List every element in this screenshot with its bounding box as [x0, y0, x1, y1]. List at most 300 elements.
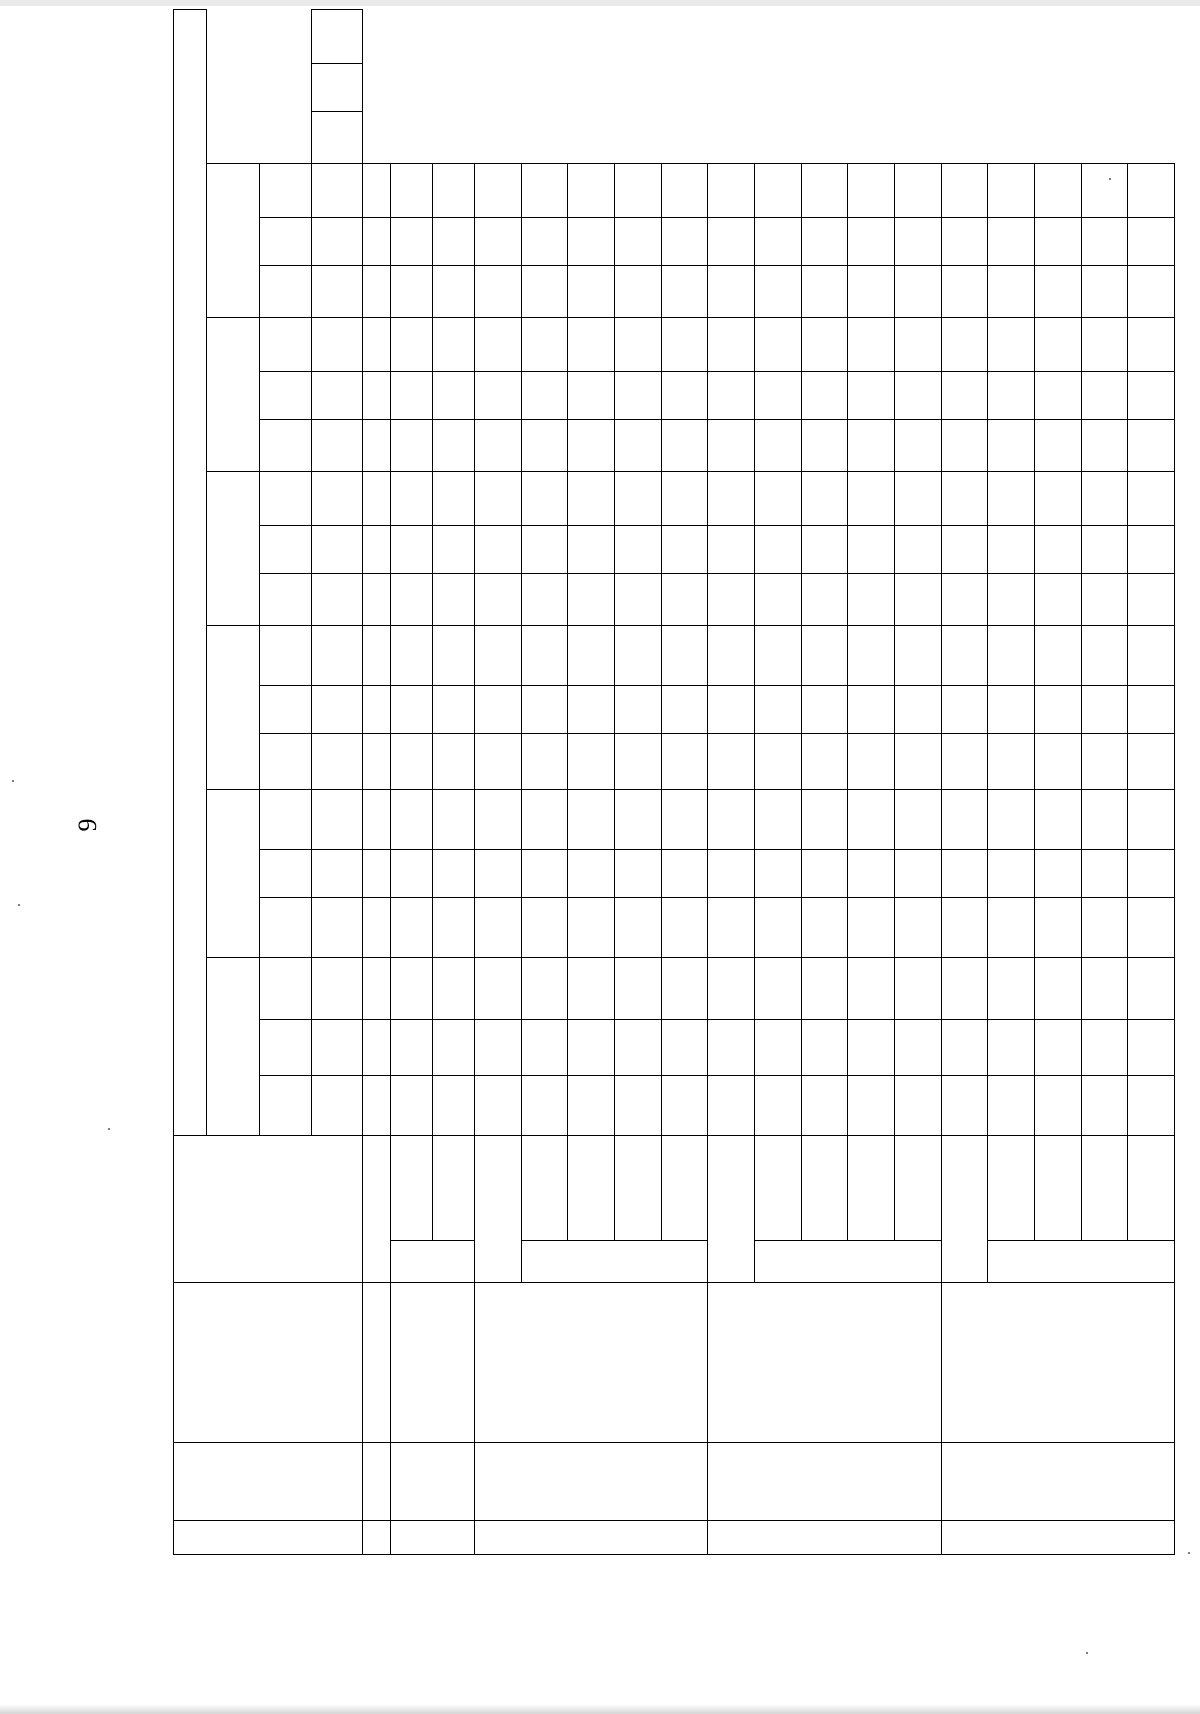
value-cell-zero: [848, 218, 895, 266]
value-cell-zero: [1081, 164, 1128, 218]
value-cell: [801, 734, 848, 790]
value-cell-zero: [801, 526, 848, 574]
value-cell-zero: [801, 472, 848, 526]
value-cell: [754, 1020, 801, 1076]
value-cell-zero: [1128, 318, 1175, 372]
value-cell: [801, 850, 848, 898]
value-cell: [568, 626, 615, 686]
value-cell-zero: [474, 526, 521, 574]
value-cell-zero: [474, 372, 521, 420]
header-subcolumn: [260, 372, 311, 420]
value-cell: [661, 1076, 708, 1136]
value-cell: [801, 1020, 848, 1076]
value-cell-zero: [614, 574, 661, 626]
value-cell-zero: [708, 318, 755, 372]
scan-edge-bottom: [0, 1704, 1200, 1714]
continuation-blank: [390, 1283, 474, 1443]
value-cell-zero: [754, 526, 801, 574]
value-cell: [568, 734, 615, 790]
value-cell-zero: [894, 164, 941, 218]
value-cell: [568, 1020, 615, 1076]
header-unit: [311, 734, 362, 790]
column-number: [362, 318, 390, 372]
value-cell-zero: [1081, 218, 1128, 266]
value-cell-zero: [1128, 266, 1175, 318]
value-cell-zero: [708, 526, 755, 574]
value-cell-zero: [1128, 472, 1175, 526]
value-cell-zero: [474, 472, 521, 526]
header-unit: [311, 266, 362, 318]
value-cell: [848, 850, 895, 898]
value-cell: [521, 850, 568, 898]
value-cell: [988, 626, 1035, 686]
header-unit: [311, 574, 362, 626]
value-cell-zero: [614, 472, 661, 526]
header-subcolumn: [260, 1076, 311, 1136]
value-cell: [1128, 850, 1175, 898]
value-cell-zero: [988, 526, 1035, 574]
value-cell-zero: [432, 266, 474, 318]
value-cell-zero: [941, 266, 988, 318]
value-cell-zero: [568, 526, 615, 574]
value-cell: [432, 626, 474, 686]
value-cell: [848, 1076, 895, 1136]
header-subcolumn: [260, 686, 311, 734]
value-cell-zero: [661, 420, 708, 472]
value-cell-zero: [661, 318, 708, 372]
value-cell: [754, 686, 801, 734]
column-number: [362, 626, 390, 686]
value-cell: [848, 1020, 895, 1076]
value-cell-zero: [1128, 372, 1175, 420]
value-cell: [568, 790, 615, 850]
header-subcolumn: [260, 898, 311, 958]
value-cell-zero: [521, 266, 568, 318]
column-number: [362, 372, 390, 420]
value-cell-zero: [894, 266, 941, 318]
value-cell-zero: [1034, 266, 1081, 318]
value-cell-zero: [661, 164, 708, 218]
header-subcolumn: [260, 318, 311, 372]
value-cell: [390, 850, 432, 898]
page-number: 9: [73, 818, 102, 832]
value-cell: [801, 958, 848, 1020]
value-cell-zero: [1081, 420, 1128, 472]
value-cell-zero: [801, 218, 848, 266]
value-cell: [848, 958, 895, 1020]
value-cell: [474, 790, 521, 850]
header-subcolumn: [260, 574, 311, 626]
value-cell-zero: [848, 164, 895, 218]
value-cell: [1081, 1076, 1128, 1136]
value-cell-zero: [661, 574, 708, 626]
header-municipality: [174, 1443, 363, 1521]
value-cell: [894, 958, 941, 1020]
column-number: [362, 850, 390, 898]
column-number: [362, 164, 390, 218]
value-cell: [568, 686, 615, 734]
value-cell: [1034, 898, 1081, 958]
source-label: [614, 1136, 661, 1241]
value-cell: [661, 734, 708, 790]
column-number: [362, 734, 390, 790]
incl-label-cell: [988, 1241, 1175, 1283]
value-cell: [1081, 626, 1128, 686]
column-number: [362, 1521, 390, 1555]
header-period-total: [206, 958, 260, 1136]
value-cell: [894, 626, 941, 686]
source-label: [801, 1136, 848, 1241]
value-cell: [708, 734, 755, 790]
value-cell: [432, 790, 474, 850]
value-cell: [988, 1076, 1035, 1136]
value-cell-zero: [432, 472, 474, 526]
header-subcolumn: [260, 958, 311, 1020]
value-cell-zero: [801, 266, 848, 318]
header-year: [206, 318, 260, 472]
value-cell-zero: [1034, 574, 1081, 626]
source-label: [988, 1136, 1035, 1241]
value-cell-zero: [988, 420, 1035, 472]
value-cell-zero: [521, 372, 568, 420]
value-cell: [1034, 1076, 1081, 1136]
value-cell-zero: [390, 526, 432, 574]
value-cell: [614, 1076, 661, 1136]
header-unit: [311, 472, 362, 526]
value-cell-zero: [754, 218, 801, 266]
header-unit: [311, 850, 362, 898]
value-cell-zero: [474, 420, 521, 472]
column-number: [362, 1283, 390, 1443]
value-cell: [432, 1020, 474, 1076]
column-number: [362, 1076, 390, 1136]
object-municipality: [941, 1443, 1174, 1521]
value-cell-zero: [521, 526, 568, 574]
value-cell-zero: [801, 574, 848, 626]
value-cell: [801, 898, 848, 958]
value-cell-zero: [894, 526, 941, 574]
value-cell-zero: [432, 372, 474, 420]
value-cell-zero: [708, 218, 755, 266]
value-cell: [708, 898, 755, 958]
value-cell-zero: [474, 574, 521, 626]
value-cell: [432, 686, 474, 734]
value-cell-zero: [1034, 372, 1081, 420]
value-cell-zero: [1128, 526, 1175, 574]
header-unit: [311, 372, 362, 420]
value-cell: [661, 686, 708, 734]
funding-table: [173, 9, 1175, 1555]
object-number: [474, 1521, 707, 1555]
value-cell-zero: [708, 574, 755, 626]
value-cell-zero: [614, 420, 661, 472]
column-number: [362, 1443, 390, 1521]
value-cell-zero: [1128, 218, 1175, 266]
source-label: [432, 1136, 474, 1241]
value-cell: [848, 790, 895, 850]
value-cell-zero: [614, 164, 661, 218]
total-cost-label: [474, 1136, 521, 1283]
value-cell: [894, 686, 941, 734]
value-cell: [1128, 626, 1175, 686]
value-cell: [661, 958, 708, 1020]
header-subcolumn: [260, 626, 311, 686]
value-cell: [614, 1020, 661, 1076]
value-cell: [1128, 958, 1175, 1020]
header-subcolumn: [260, 164, 311, 218]
value-cell-zero: [848, 420, 895, 472]
value-cell: [661, 898, 708, 958]
value-cell: [390, 1020, 432, 1076]
value-cell: [708, 850, 755, 898]
value-cell: [708, 1020, 755, 1076]
continuation-blank: [390, 1241, 474, 1283]
value-cell-zero: [568, 218, 615, 266]
value-cell: [754, 850, 801, 898]
source-label: [1128, 1136, 1175, 1241]
source-label: [568, 1136, 615, 1241]
value-cell: [521, 734, 568, 790]
value-cell-zero: [661, 372, 708, 420]
value-cell-zero: [432, 420, 474, 472]
value-cell: [474, 898, 521, 958]
value-cell: [1034, 850, 1081, 898]
value-cell-zero: [801, 420, 848, 472]
source-label: [521, 1136, 568, 1241]
header-unit: [311, 686, 362, 734]
header-unit: [311, 420, 362, 472]
header-subcolumn: [260, 472, 311, 526]
source-label: [848, 1136, 895, 1241]
object-name: [708, 1283, 941, 1443]
value-cell-zero: [474, 218, 521, 266]
value-cell: [521, 1076, 568, 1136]
value-cell: [474, 1020, 521, 1076]
header-unit: [311, 64, 362, 112]
value-cell: [848, 898, 895, 958]
value-cell-zero: [894, 218, 941, 266]
value-cell-zero: [1034, 164, 1081, 218]
value-cell: [941, 1076, 988, 1136]
value-cell: [661, 790, 708, 850]
value-cell: [390, 734, 432, 790]
value-cell: [568, 1076, 615, 1136]
incl-label-cell: [521, 1241, 708, 1283]
value-cell: [390, 626, 432, 686]
header-unit: [311, 898, 362, 958]
value-cell-zero: [848, 266, 895, 318]
column-number: [362, 958, 390, 1020]
header-unit: [311, 1076, 362, 1136]
value-cell-zero: [568, 318, 615, 372]
column-number: [362, 1020, 390, 1076]
continuation-blank: [390, 1443, 474, 1521]
value-cell-zero: [521, 472, 568, 526]
value-cell: [1128, 1020, 1175, 1076]
value-cell-zero: [708, 420, 755, 472]
value-cell: [1034, 790, 1081, 850]
value-cell: [894, 898, 941, 958]
value-cell: [848, 734, 895, 790]
value-cell-zero: [390, 266, 432, 318]
header-volume-title: [174, 9, 207, 1135]
value-cell: [661, 1020, 708, 1076]
value-cell-zero: [568, 164, 615, 218]
value-cell-zero: [521, 420, 568, 472]
source-label: [1034, 1136, 1081, 1241]
column-number: [362, 790, 390, 850]
value-cell: [988, 686, 1035, 734]
value-cell: [1128, 686, 1175, 734]
value-cell: [432, 734, 474, 790]
header-year: [206, 790, 260, 958]
value-cell-zero: [1081, 472, 1128, 526]
source-label: [894, 1136, 941, 1241]
column-number: [362, 574, 390, 626]
value-cell-zero: [1034, 472, 1081, 526]
value-cell: [474, 850, 521, 898]
value-cell: [568, 850, 615, 898]
value-cell: [708, 790, 755, 850]
header-year: [206, 626, 260, 790]
value-cell-zero: [894, 472, 941, 526]
value-cell-zero: [894, 372, 941, 420]
value-cell-zero: [1128, 574, 1175, 626]
value-cell: [1081, 898, 1128, 958]
value-cell-zero: [1034, 420, 1081, 472]
value-cell: [1128, 790, 1175, 850]
value-cell: [432, 850, 474, 898]
value-cell: [614, 958, 661, 1020]
scan-edge-top: [0, 0, 1200, 6]
value-cell-zero: [390, 420, 432, 472]
value-cell: [521, 898, 568, 958]
value-cell: [988, 850, 1035, 898]
header-subcolumn: [260, 1020, 311, 1076]
value-cell-zero: [941, 472, 988, 526]
value-cell: [941, 734, 988, 790]
value-cell: [1034, 686, 1081, 734]
value-cell-zero: [754, 472, 801, 526]
value-cell-zero: [848, 372, 895, 420]
value-cell: [390, 958, 432, 1020]
value-cell: [390, 1076, 432, 1136]
value-cell-zero: [1034, 318, 1081, 372]
value-cell-zero: [390, 472, 432, 526]
header-unit: [311, 790, 362, 850]
value-cell: [988, 734, 1035, 790]
value-cell-zero: [848, 318, 895, 372]
value-cell-zero: [614, 218, 661, 266]
value-cell-zero: [801, 318, 848, 372]
value-cell-zero: [390, 218, 432, 266]
value-cell: [1034, 734, 1081, 790]
value-cell: [894, 850, 941, 898]
value-cell-zero: [988, 472, 1035, 526]
value-cell: [568, 958, 615, 1020]
value-cell-zero: [568, 420, 615, 472]
value-cell-zero: [894, 420, 941, 472]
value-cell-zero: [661, 526, 708, 574]
column-number: [362, 898, 390, 958]
object-name: [474, 1283, 707, 1443]
value-cell-zero: [474, 164, 521, 218]
value-cell: [708, 958, 755, 1020]
value-cell-zero: [988, 574, 1035, 626]
value-cell-zero: [521, 164, 568, 218]
rotated-table-container: [173, 35, 1175, 1555]
value-cell: [432, 898, 474, 958]
value-cell-zero: [894, 318, 941, 372]
value-cell-zero: [568, 574, 615, 626]
value-cell-zero: [848, 526, 895, 574]
value-cell-zero: [390, 574, 432, 626]
value-cell-zero: [568, 266, 615, 318]
value-cell: [1128, 1076, 1175, 1136]
value-cell: [614, 850, 661, 898]
value-cell-zero: [754, 420, 801, 472]
value-cell-zero: [474, 266, 521, 318]
value-cell: [988, 790, 1035, 850]
value-cell: [614, 734, 661, 790]
column-number: [362, 266, 390, 318]
scan-speck: [1086, 1652, 1088, 1654]
column-number: [362, 686, 390, 734]
scan-speck: [18, 904, 20, 906]
value-cell: [1034, 958, 1081, 1020]
scan-speck: [1188, 1552, 1190, 1554]
value-cell-zero: [474, 318, 521, 372]
value-cell: [801, 790, 848, 850]
value-cell: [988, 1020, 1035, 1076]
value-cell: [1034, 626, 1081, 686]
value-cell-zero: [1128, 420, 1175, 472]
value-cell-zero: [614, 526, 661, 574]
header-subcolumn: [260, 850, 311, 898]
value-cell-zero: [521, 218, 568, 266]
value-cell: [474, 1076, 521, 1136]
value-cell-zero: [941, 574, 988, 626]
value-cell: [521, 958, 568, 1020]
value-cell: [474, 958, 521, 1020]
object-number: [941, 1521, 1174, 1555]
continuation-blank: [390, 1521, 474, 1555]
value-cell-zero: [988, 266, 1035, 318]
value-cell: [614, 790, 661, 850]
value-cell-zero: [988, 164, 1035, 218]
value-cell: [708, 1076, 755, 1136]
value-cell: [661, 850, 708, 898]
value-cell: [894, 1020, 941, 1076]
value-cell: [754, 1076, 801, 1136]
header-unit: [311, 626, 362, 686]
source-label: [1081, 1136, 1128, 1241]
value-cell-zero: [941, 318, 988, 372]
header-subcolumn: [260, 526, 311, 574]
value-cell: [941, 686, 988, 734]
value-cell-zero: [708, 372, 755, 420]
header-unit: [311, 112, 362, 164]
header-year: [206, 164, 260, 318]
value-cell: [474, 734, 521, 790]
value-cell-zero: [521, 318, 568, 372]
header-subcolumn: [260, 420, 311, 472]
total-cost-label: [941, 1136, 988, 1283]
header-unit: [311, 526, 362, 574]
column-number: [362, 472, 390, 526]
object-municipality: [474, 1443, 707, 1521]
header-year: [206, 472, 260, 626]
